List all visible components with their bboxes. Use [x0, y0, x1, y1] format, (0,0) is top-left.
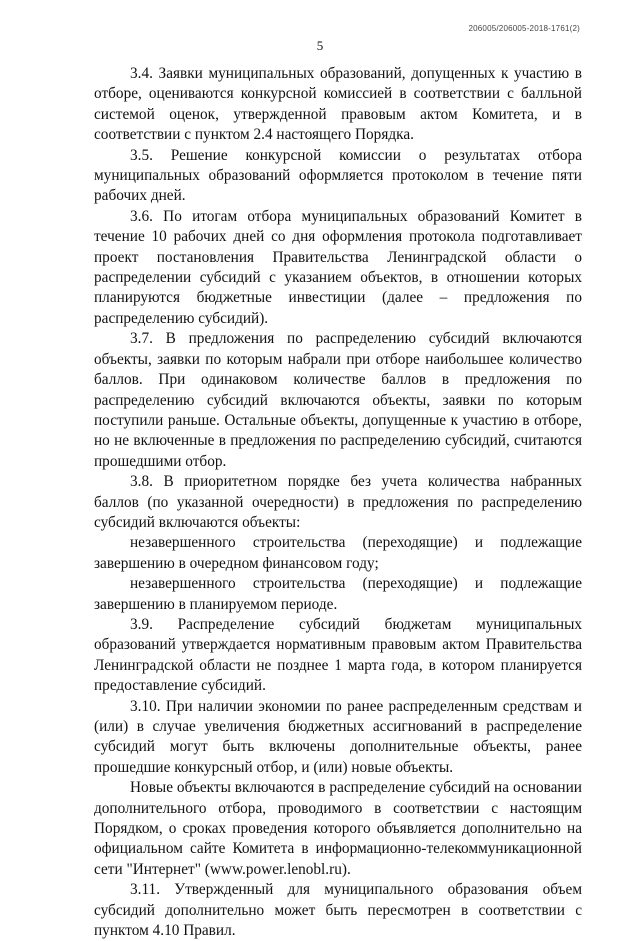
- paragraph-3-5: 3.5. Решение конкурсной комиссии о результатах отбора муниципальных образований оформляется протоколом в течение пяти рабочих дней.: [94, 146, 582, 205]
- page-number: 5: [316, 38, 324, 53]
- paragraph-3-9: 3.9. Распределение субсидий бюджетам муниципальных образований утверждается нормативным правовым актом Правительства Ленинградской области не позднее 1 марта года, в котором планируется предоставление субсидий.: [94, 615, 582, 695]
- paragraph-3-8-item-2: незавершенного строительства (переходящие) и подлежащие завершению в планируемом периоде.: [94, 575, 582, 613]
- paragraph-3-4: 3.4. Заявки муниципальных образований, допущенных к участию в отборе, оцениваются конкурсной комиссией в соответствии с балльной системой оценок, утвержденной правовым актом Комитета, и в соответствии с пунктом 2.4 настоящего Порядка.: [94, 65, 582, 144]
- paragraph-3-7: 3.7. В предложения по распределению субсидий включаются объекты, заявки по которым набрали при отборе наибольшее количество баллов. При одинаковом количестве баллов в предложения по распределению субсидий включаются объекты, заявки по которым поступили раньше. Остальные объекты, допущенные к участию в отборе, но не включенные в предложения по распределению субсидий, считаются прошедшими отбор.: [94, 330, 582, 470]
- paragraph-3-8-item-1: незавершенного строительства (переходящие) и подлежащие завершению в очередном финансовом году;: [94, 534, 582, 572]
- paragraph-3-10-continued: Новые объекты включаются в распределение субсидий на основании дополнительного отбора, проводимого в соответствии с настоящим Порядком, о сроках проведения которого объявляется дополнительно на официальном сайте Комитета в информационно-телекоммуникационной сети "Интернет" (www.power.lenobl.ru).: [94, 779, 582, 878]
- document-id: 206005/206005-2018-1761(2): [468, 24, 580, 33]
- paragraph-3-8: 3.8. В приоритетном порядке без учета количества набранных баллов (по указанной очередности) в предложения по распределению субсидий включаются объекты:: [94, 473, 582, 531]
- paragraph-3-11: 3.11. Утвержденный для муниципального образования объем субсидий дополнительно может быть пересмотрен в соответствии с пунктом 4.10 Правил.: [94, 881, 582, 940]
- paragraph-3-6: 3.6. По итогам отбора муниципальных образований Комитет в течение 10 рабочих дней со дня оформления протокола подготавливает проект постановления Правительства Ленинградской области о распределении субсидий с указанием объектов, в отношении которых планируются бюджетные инвестиции (далее – предложения по распределению субсидий).: [94, 207, 582, 327]
- paragraph-3-10: 3.10. При наличии экономии по ранее распределенным средствам и (или) в случае увеличения бюджетных ассигнований в распределение субсидий могут быть включены дополнительные объекты, ранее прошедшие конкурсный отбор, и (или) новые объекты.: [94, 697, 582, 776]
- document-body: [94, 64, 582, 941]
